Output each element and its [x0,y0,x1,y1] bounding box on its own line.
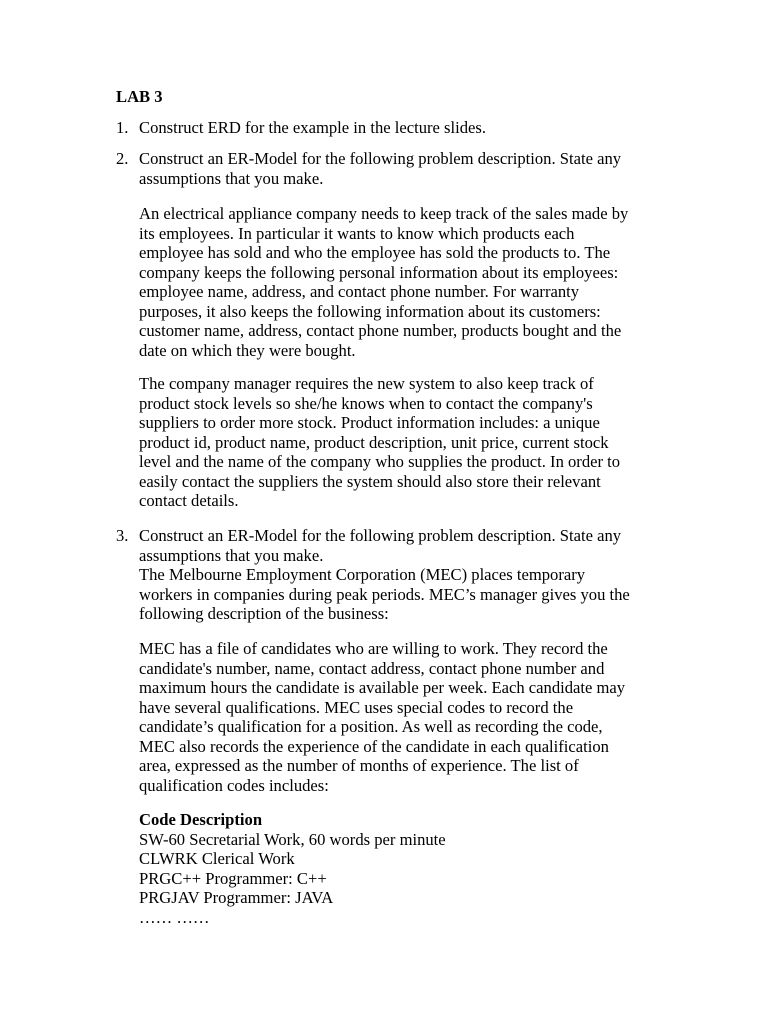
qualification-codes [139,810,684,927]
item2-paragraph-2 [139,374,684,511]
text-line: The company manager requires the new system to also keep track of [139,374,594,393]
text-line: qualification codes includes: [139,775,329,795]
text-line: customer name, address, contact phone number, products bought and the [139,321,622,340]
code-row: …… …… [139,907,210,927]
text-line: easily contact the suppliers the system should also store their relevant [139,471,601,491]
item3-paragraph-1 [139,639,684,795]
text-line: level and the name of the company who supplies the product. In order to [139,452,621,471]
item-number: 2. [116,149,129,168]
code-row: PRGC++ Programmer: C++ [139,868,327,888]
text-line: suppliers to order more stock. Product information includes: a unique [139,413,600,432]
text-line: Construct ERD for the example in the lecture slides. [139,118,486,137]
code-row: SW-60 Secretarial Work, 60 words per minute [139,829,446,849]
text-line: purposes, it also keeps the following information about its customers: [139,301,601,321]
text-line: The Melbourne Employment Corporation (MEC) places temporary [139,565,586,584]
item-text [139,526,684,624]
text-line: assumptions that you make. [139,168,324,188]
text-line: MEC has a file of candidates who are willing to work. They record the [139,639,608,658]
text-line: product id, product name, product description, unit price, current stock [139,432,609,452]
lab-title: LAB 3 [116,87,163,106]
text-line: assumptions that you make. [139,545,324,565]
text-line: employee has sold and who the employee has sold the products to. The [139,243,611,262]
code-row: CLWRK Clerical Work [139,849,295,868]
text-line: product stock levels so she/he knows when to contact the company's [139,393,593,413]
text-line: its employees. In particular it wants to know which products each [139,223,575,243]
text-line: contact details. [139,491,239,510]
text-line: Construct an ER-Model for the following problem description. State any [139,149,622,168]
code-row: PRGJAV Programmer: JAVA [139,888,334,907]
text-line: candidate's number, name, contact address, contact phone number and [139,658,605,678]
item-number: 3. [116,526,129,545]
text-line: area, expressed as the number of months of experience. The list of [139,756,579,775]
text-line: MEC also records the experience of the candidate in each qualification [139,736,609,756]
item-number: 1. [116,118,129,137]
item-text [139,149,684,188]
text-line: date on which they were bought. [139,340,356,360]
codes-header: Code Description [139,810,263,829]
text-line: have several qualifications. MEC uses special codes to record the [139,697,574,717]
text-line: workers in companies during peak periods. MEC’s manager gives you the [139,584,630,604]
text-line: maximum hours the candidate is available per week. Each candidate may [139,678,626,697]
item2-paragraph-1 [139,204,684,360]
text-line: following description of the business: [139,604,389,623]
text-line: company keeps the following personal information about its employees: [139,262,619,282]
text-line: An electrical appliance company needs to keep track of the sales made by [139,204,629,223]
text-line: employee name, address, and contact phone number. For warranty [139,282,580,301]
item-text [139,118,684,138]
text-line: Construct an ER-Model for the following problem description. State any [139,526,622,545]
text-line: candidate’s qualification for a position. As well as recording the code, [139,717,603,736]
